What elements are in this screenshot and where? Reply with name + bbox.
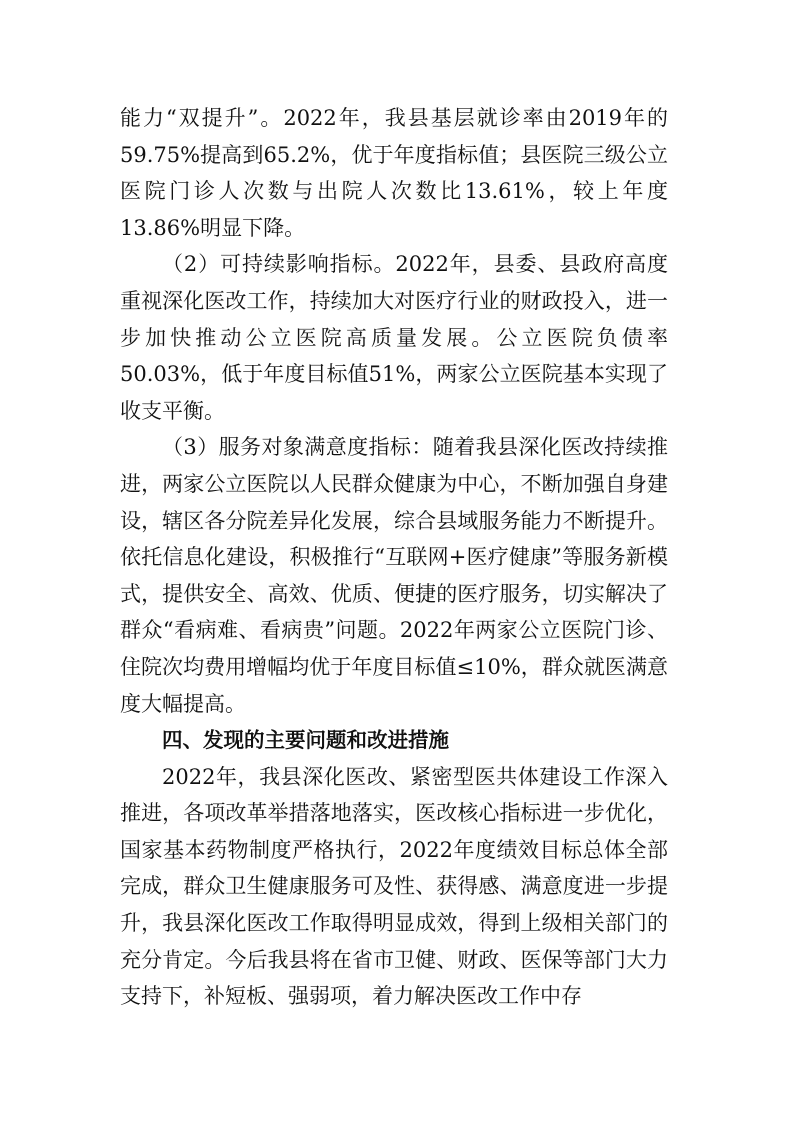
section-heading-problems-measures: 四、发现的主要问题和改进措施 — [162, 728, 449, 753]
document-body — [120, 100, 668, 1015]
paragraph-satisfaction-indicator: （3）服务对象满意度指标：随着我县深化医改持续推进，两家公立医院以人民群众健康为中心，不断加强自身建设，辖区各分院差异化发展，综合县域服务能力不断提升。依托信息化建设，积极推行“互联网+医疗健康”等服务新模式，提供安全、高效、优质、便捷的医疗服务，切实解决了群众“看病难、看病贵”问题。2022年两家公立医院门诊、住院次均费用增幅均优于年度目标值≤10%，群众就医满意度大幅提高。 — [120, 435, 668, 716]
paragraph-summary: 2022年，我县深化医改、紧密型医共体建设工作深入推进，各项改革举措落地落实，医改核心指标进一步优化，国家基本药物制度严格执行，2022年度绩效目标总体全部完成，群众卫生健康服务可及性、获得感、满意度进一步提升，我县深化医改工作取得明显成效，得到上级相关部门的充分肯定。今后我县将在省市卫健、财政、医保等部门大力支持下，补短板、强弱项，着力解决医改工作中存 — [120, 764, 668, 1009]
paragraph-sustainability-indicator: （2）可持续影响指标。2022年，县委、县政府高度重视深化医改工作，持续加大对医疗行业的财政投入，进一步加快推动公立医院高质量发展。公立医院负债率50.03%，低于年度目标值51%，两家公立医院基本实现了收支平衡。 — [120, 252, 668, 423]
paragraph-capacity-continued: 能力“双提升”。2022年，我县基层就诊率由2019年的59.75%提高到65.2%，优于年度指标值；县医院三级公立医院门诊人次数与出院人次数比13.61%，较上年度13.86%明显下降。 — [120, 106, 668, 240]
